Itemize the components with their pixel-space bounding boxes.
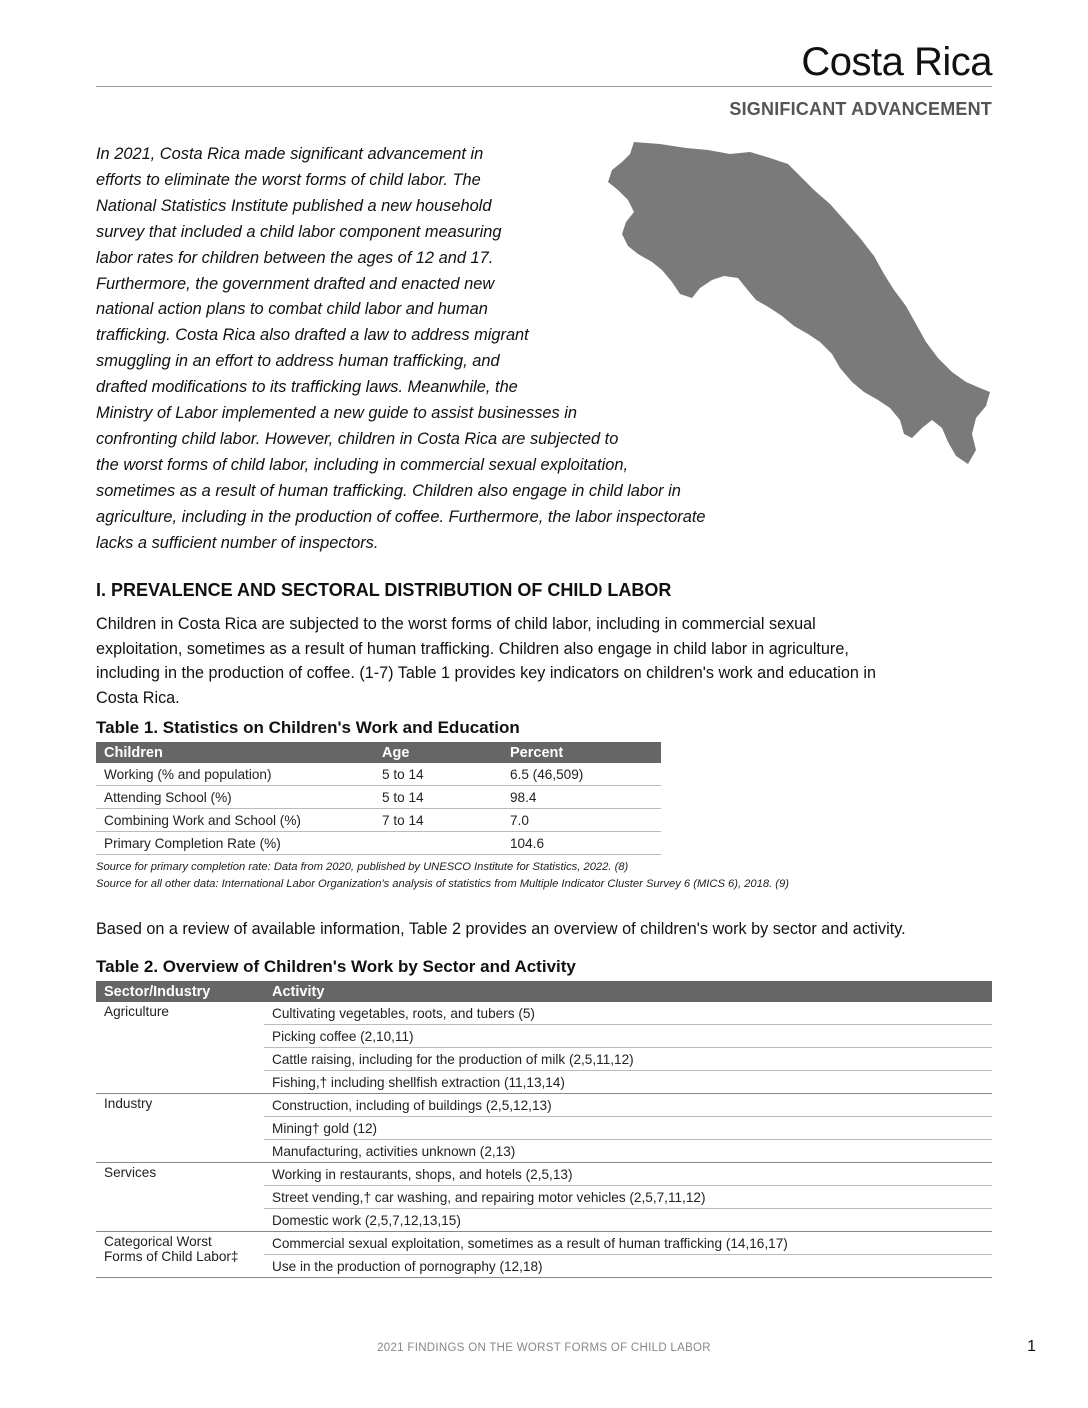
intro-line: the worst forms of child labor, including in commercial sexual exploitation, [96,455,629,474]
table-cell: 7 to 14 [374,809,502,832]
column-header: Activity [264,981,992,1002]
sector-cell: Industry [96,1094,264,1163]
table-cell: 5 to 14 [374,763,502,786]
activity-cell: Cultivating vegetables, roots, and tubers (5) [264,1002,992,1025]
table-cell: 6.5 (46,509) [502,763,661,786]
intro-line: Furthermore, the government drafted and enacted new [96,274,495,293]
intro-line: Ministry of Labor implemented a new guide to assist businesses in [96,404,578,423]
intro-summary [96,142,786,557]
page-number: 1 [1027,1338,1036,1355]
paragraph-line: including in the production of coffee. (1-7) Table 1 provides key indicators on children's work and education in [96,664,876,682]
source-note: Source for primary completion rate: Data from 2020, published by UNESCO Institute for Statistics, 2022. (8) [96,861,629,873]
table-cell: Combining Work and School (%) [96,809,374,832]
intro-line: confronting child labor. However, children in Costa Rica are subjected to [96,429,619,448]
table-row [96,809,661,832]
table1 [96,742,661,855]
column-header: Children [96,742,374,763]
activity-cell: Picking coffee (2,10,11) [264,1025,992,1048]
activity-cell: Working in restaurants, shops, and hotels (2,5,13) [264,1163,992,1186]
table2-intro: Based on a review of available information, Table 2 provides an overview of children's work by sector and activity. [96,920,906,938]
activity-cell: Street vending,† car washing, and repairing motor vehicles (2,5,7,11,12) [264,1186,992,1209]
table-row [96,1163,992,1186]
intro-line: national action plans to combat child labor and human [96,300,488,319]
sector-line: Categorical Worst [104,1234,212,1249]
column-header: Age [374,742,502,763]
intro-line: agriculture, including in the production of coffee. Furthermore, the labor inspectorate [96,507,706,526]
table-row [96,1232,992,1255]
intro-line: trafficking. Costa Rica also drafted a law to address migrant [96,326,529,345]
table1-sources [96,859,789,893]
sector-cell: Services [96,1163,264,1232]
table-header-row [96,981,992,1002]
table-row [96,1002,992,1025]
page-title: Costa Rica [801,40,992,84]
table-header-row [96,742,661,763]
paragraph-line: Children in Costa Rica are subjected to the worst forms of child labor, including in commercial sexual [96,615,816,633]
table-row [96,1094,992,1117]
sector-line: Forms of Child Labor‡ [104,1249,239,1264]
activity-cell: Domestic work (2,5,7,12,13,15) [264,1209,992,1232]
table-cell: 104.6 [502,832,661,855]
sector-cell: Agriculture [96,1002,264,1094]
activity-cell: Mining† gold (12) [264,1117,992,1140]
intro-line: sometimes as a result of human trafficking. Children also engage in child labor in [96,481,681,500]
table-cell: Primary Completion Rate (%) [96,832,374,855]
intro-line: efforts to eliminate the worst forms of child labor. The [96,170,481,189]
table-cell: 7.0 [502,809,661,832]
table2-caption: Table 2. Overview of Children's Work by Sector and Activity [96,957,576,976]
activity-cell: Cattle raising, including for the production of milk (2,5,11,12) [264,1048,992,1071]
intro-line: drafted modifications to its trafficking laws. Meanwhile, the [96,378,518,397]
table-cell: 98.4 [502,786,661,809]
table-row [96,763,661,786]
table2 [96,981,992,1278]
table-cell [374,832,502,855]
table-cell: 5 to 14 [374,786,502,809]
activity-cell: Use in the production of pornography (12,18) [264,1255,992,1278]
table-row [96,832,661,855]
paragraph-line: exploitation, sometimes as a result of human trafficking. Children also engage in child labor in agriculture, [96,639,849,658]
table-row [96,786,661,809]
intro-line: lacks a sufficient number of inspectors. [96,533,379,552]
table-cell: Attending School (%) [96,786,374,809]
paragraph-line: Costa Rica. [96,688,180,707]
activity-cell: Fishing,† including shellfish extraction (11,13,14) [264,1071,992,1094]
page-footer: 2021 FINDINGS ON THE WORST FORMS OF CHILD LABOR [377,1342,711,1354]
assessment-level: SIGNIFICANT ADVANCEMENT [729,99,992,119]
intro-line: survey that included a child labor component measuring [96,222,502,241]
activity-cell: Construction, including of buildings (2,5,12,13) [264,1094,992,1117]
activity-cell: Manufacturing, activities unknown (2,13) [264,1140,992,1163]
intro-line: National Statistics Institute published a new household [96,196,492,215]
section-paragraph [96,612,996,710]
intro-line: smuggling in an effort to address human trafficking, and [96,352,500,371]
sector-cell [96,1232,264,1278]
source-note: Source for all other data: International Labor Organization's analysis of statistics from Multiple Indicator Cluster Survey 6 (MICS 6), 2018. (9) [96,878,789,890]
intro-line: labor rates for children between the ages of 12 and 17. [96,248,494,267]
column-header: Percent [502,742,661,763]
table-cell: Working (% and population) [96,763,374,786]
title-divider [96,86,992,87]
activity-cell: Commercial sexual exploitation, sometimes as a result of human trafficking (14,16,17) [264,1232,992,1255]
column-header: Sector/Industry [96,981,264,1002]
intro-line: In 2021, Costa Rica made significant advancement in [96,145,484,163]
section-heading: I. PREVALENCE AND SECTORAL DISTRIBUTION OF CHILD LABOR [96,580,672,600]
table1-caption: Table 1. Statistics on Children's Work and Education [96,718,520,737]
